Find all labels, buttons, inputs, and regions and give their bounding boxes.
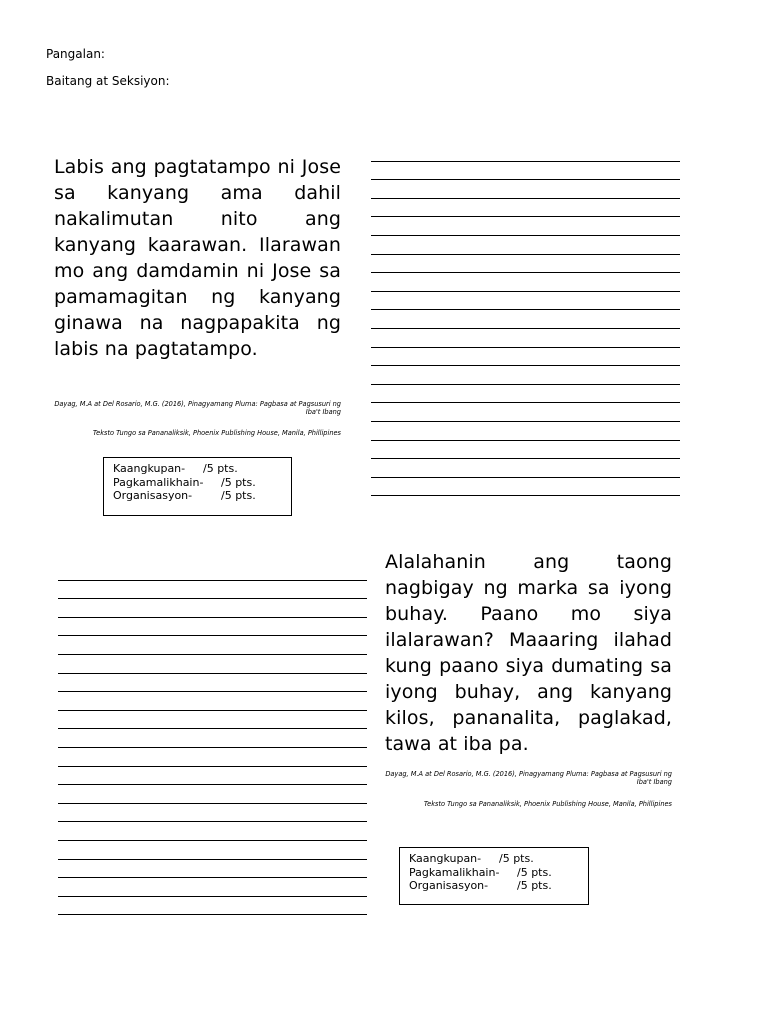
answer-line[interactable] — [371, 329, 680, 348]
rubric-row — [409, 852, 579, 866]
answer-line[interactable] — [58, 878, 367, 897]
rubric-points: /5 pts. — [221, 475, 256, 489]
rubric-points: /5 pts. — [517, 865, 552, 879]
activity-1-citation-line-1: Dayag, M.A at Del Rosario, M.G. (2016), Pinagyamang Pluma: Pagbasa at Pagsusuri ng Iba't Ibang — [54, 400, 341, 416]
rubric-row — [409, 866, 579, 880]
activity-2-rubric-box — [399, 847, 589, 905]
answer-line[interactable] — [58, 841, 367, 860]
answer-line[interactable] — [371, 403, 680, 422]
rubric-criterion: Pagkamalikhain- — [113, 475, 204, 489]
rubric-criterion: Kaangkupan- — [113, 462, 186, 475]
answer-line[interactable] — [58, 618, 367, 637]
answer-line[interactable] — [371, 236, 680, 255]
answer-line[interactable] — [371, 255, 680, 274]
answer-line[interactable] — [58, 785, 367, 804]
activity-2-citation-line-2: Teksto Tungo sa Pananaliksik, Phoenix Publishing House, Manila, Phillipines — [423, 800, 672, 808]
name-field-label: Pangalan: — [46, 47, 105, 61]
answer-line[interactable] — [58, 581, 367, 600]
answer-line[interactable] — [371, 422, 680, 441]
answer-line[interactable] — [58, 860, 367, 879]
answer-line[interactable] — [371, 162, 680, 181]
activity-2-answer-area[interactable] — [58, 562, 367, 915]
answer-line[interactable] — [371, 310, 680, 329]
answer-line[interactable] — [58, 674, 367, 693]
answer-line[interactable] — [58, 562, 367, 581]
answer-line[interactable] — [371, 459, 680, 478]
rubric-criterion: Pagkamalikhain- — [409, 865, 500, 879]
answer-line[interactable] — [58, 822, 367, 841]
answer-line[interactable] — [371, 292, 680, 311]
answer-line[interactable] — [371, 478, 680, 497]
answer-line[interactable] — [58, 655, 367, 674]
answer-line[interactable] — [371, 180, 680, 199]
answer-line[interactable] — [58, 729, 367, 748]
answer-line[interactable] — [58, 692, 367, 711]
section-field-label: Baitang at Seksiyon: — [46, 74, 170, 88]
activity-2-citation-line-1: Dayag, M.A at Del Rosario, M.G. (2016), Pinagyamang Pluma: Pagbasa at Pagsusuri ng Iba't Ibang — [385, 770, 672, 786]
activity-1-answer-area[interactable] — [371, 143, 680, 496]
rubric-criterion: Organisasyon- — [113, 489, 193, 502]
answer-line[interactable] — [58, 748, 367, 767]
answer-line[interactable] — [58, 804, 367, 823]
answer-line[interactable] — [58, 711, 367, 730]
rubric-row — [409, 879, 579, 893]
rubric-criterion: Organisasyon- — [409, 879, 489, 892]
answer-line[interactable] — [58, 897, 367, 916]
answer-line[interactable] — [371, 348, 680, 367]
rubric-criterion: Kaangkupan- — [409, 852, 482, 865]
answer-line[interactable] — [371, 143, 680, 162]
answer-line[interactable] — [371, 385, 680, 404]
answer-line[interactable] — [58, 599, 367, 618]
answer-line[interactable] — [371, 441, 680, 460]
rubric-row — [113, 476, 282, 490]
rubric-points: /5 pts. — [221, 489, 256, 502]
answer-line[interactable] — [58, 767, 367, 786]
answer-line[interactable] — [371, 217, 680, 236]
rubric-row — [113, 489, 282, 503]
activity-1-rubric-box — [103, 457, 292, 516]
rubric-points: /5 pts. — [499, 852, 534, 865]
answer-line[interactable] — [371, 199, 680, 218]
rubric-points: /5 pts. — [517, 879, 552, 892]
activity-1-prompt: Labis ang pagtatampo ni Jose sa kanyang ama dahil nakalimutan nito ang kanyang kaarawan. Ilarawan mo ang damdamin ni Jose sa pamamagitan ng kanyang ginawa na nagpapakita ng labis na pagtatampo. — [54, 156, 341, 360]
answer-line[interactable] — [371, 273, 680, 292]
answer-line[interactable] — [371, 366, 680, 385]
rubric-points: /5 pts. — [203, 462, 238, 475]
answer-line[interactable] — [58, 636, 367, 655]
activity-2-prompt: Alalahanin ang taong nagbigay ng marka sa iyong buhay. Paano mo siya ilalarawan? Maaaring ilahad kung paano siya dumating sa iyong buhay, ang kanyang kilos, pananalita, paglakad, tawa at iba pa. — [385, 551, 672, 755]
activity-1-citation-line-2: Teksto Tungo sa Pananaliksik, Phoenix Publishing House, Manila, Phillipines — [92, 429, 341, 437]
rubric-row — [113, 462, 282, 476]
